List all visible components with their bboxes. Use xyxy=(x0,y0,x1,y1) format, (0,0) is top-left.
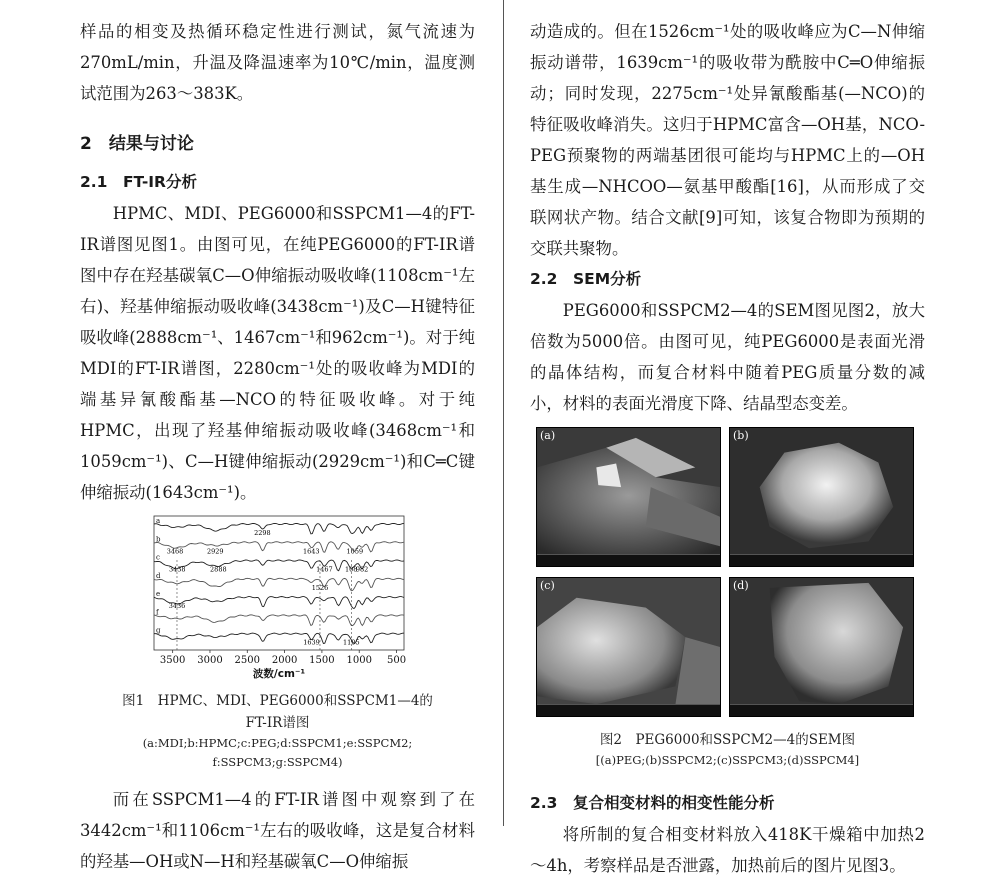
right-column xyxy=(530,16,925,881)
ftir-paragraph: HPMC、MDI、PEG6000和SSPCM1—4的FT-IR谱图见图1。由图可见，在纯PEG6000的FT-IR谱图中存在羟基碳氧C—O伸缩振动吸收峰(1108cm⁻¹左右)、羟基伸缩振动吸收峰(3438cm⁻¹)及C—H键特征吸收峰(2888cm⁻¹、1467cm⁻¹和962cm⁻¹)。对于纯MDI的FT-IR谱图，2280cm⁻¹处的吸收峰为MDI的端基异氰酸酯基—NCO的特征吸收峰。对于纯HPMC，出现了羟基伸缩振动吸收峰(3468cm⁻¹和1059cm⁻¹)、C—H键伸缩振动(2929cm⁻¹)和C═C键伸缩振动(1643cm⁻¹)。 xyxy=(80,204,475,502)
peak-annotation: 1105 xyxy=(343,638,360,647)
sem-label-b: (b) xyxy=(733,429,749,442)
peak-annotation: 3468 xyxy=(166,547,184,556)
peak-annotation: 2888 xyxy=(210,565,227,574)
peak-annotation: 108 xyxy=(344,565,358,574)
intro-paragraph: 样品的相变及热循环稳定性进行测试，氮气流速为270mL/min，升温及降温速率为10℃/min，温度测试范围为263～383K。 xyxy=(80,22,475,103)
peak-annotation: 3438 xyxy=(169,565,186,574)
peak-annotation: 3436 xyxy=(168,602,186,611)
peak-annotation: 1526 xyxy=(311,583,329,592)
sem-image-a xyxy=(536,427,721,567)
x-tick-label: 1000 xyxy=(346,655,372,666)
peak-annotation: 1643 xyxy=(302,547,320,556)
sem-image-b xyxy=(729,427,914,567)
section-2-heading: 2 结果与讨论 xyxy=(80,134,194,154)
x-tick-label: 500 xyxy=(386,655,407,666)
sem-info-bar xyxy=(537,704,720,716)
continued-paragraph: 动造成的。但在1526cm⁻¹处的吸收峰应为C—N伸缩振动谱带，1639cm⁻¹的吸收带为酰胺中C═O伸缩振动；同时发现，2275cm⁻¹处异氰酸酯基(—NCO)的特征吸收峰消失。这归于HPMC富含—OH基，NCO-PEG预聚物的两端基团很可能均与HPMC上的—OH基生成—NHCOO—氨基甲酸酯[16]，从而形成了交联网状产物。结合文献[9]可知，该复合物即为预期的交联共聚物。 xyxy=(530,22,925,258)
spectrum-line-e xyxy=(154,597,404,609)
sem-info-bar xyxy=(730,704,913,716)
sem-info-bar xyxy=(730,554,913,566)
ftir-chart xyxy=(146,512,408,684)
x-tick-label: 1500 xyxy=(309,655,335,666)
peak-annotation: 2929 xyxy=(206,547,224,556)
series-label-b: b xyxy=(156,535,161,544)
series-label-d: d xyxy=(156,571,161,580)
sem-label-c: (c) xyxy=(540,579,555,592)
column-divider xyxy=(503,0,504,826)
series-label-e: e xyxy=(156,590,161,599)
spectrum-line-g xyxy=(154,633,404,644)
peak-annotation: 2298 xyxy=(254,529,271,537)
left-column xyxy=(80,16,475,877)
peak-annotation: 1639 xyxy=(303,638,320,647)
spectrum-line-a xyxy=(154,523,404,534)
figure-1-legend: (a:MDI;b:HPMC;c:PEG;d:SSPCM1;e:SSPCM2; xyxy=(142,736,413,750)
peak-annotation: 1059 xyxy=(346,547,364,556)
sem-image-d xyxy=(729,577,914,717)
sem-paragraph: PEG6000和SSPCM2—4的SEM图见图2，放大倍数为5000倍。由图可见，纯PEG6000是表面光滑的晶体结构，而复合材料中随着PEG质量分数的减小，材料的表面光滑度下降、结晶型态变差。 xyxy=(530,301,925,413)
plot-frame xyxy=(154,516,404,650)
figure-1-caption: 图1 HPMC、MDI、PEG6000和SSPCM1—4的 xyxy=(122,693,433,709)
sem-info-bar xyxy=(537,554,720,566)
series-label-f: f xyxy=(156,608,159,617)
figure-1-legend-line2: f:SSPCM3;g:SSPCM4) xyxy=(212,755,343,769)
series-label-g: g xyxy=(156,626,161,635)
figure-1 xyxy=(80,512,475,772)
peak-annotation: 1467 xyxy=(316,565,333,574)
figure-2-caption: 图2 PEG6000和SSPCM2—4的SEM图 xyxy=(599,732,856,748)
figure-1-caption-line2: FT-IR谱图 xyxy=(245,715,310,731)
figure-2-legend: [(a)PEG;(b)SSPCM2;(c)SSPCM3;(d)SSPCM4] xyxy=(595,753,860,767)
sspcm-paragraph: 而在SSPCM1—4的FT-IR谱图中观察到了在3442cm⁻¹和1106cm⁻¹左右的吸收峰，这是复合材料的羟基—OH或N—H和羟基碳氧C—O伸缩振 xyxy=(80,790,475,871)
phase-change-paragraph: 将所制的复合相变材料放入418K干燥箱中加热2～4h，考察样品是否泄露，加热前后的图片见图3。 xyxy=(530,825,925,875)
sem-label-d: (d) xyxy=(733,579,749,592)
x-tick-label: 2500 xyxy=(234,655,261,666)
spectrum-line-d xyxy=(154,578,404,591)
x-tick-label: 3500 xyxy=(159,655,186,666)
section-2-1-heading: 2.1 FT-IR分析 xyxy=(80,173,197,191)
x-tick-label: 3000 xyxy=(197,655,223,666)
section-2-2-heading: 2.2 SEM分析 xyxy=(530,270,642,288)
ftir-chart-svg xyxy=(146,512,408,684)
spectrum-line-b xyxy=(154,542,404,556)
spectrum-line-f xyxy=(154,615,404,626)
series-label-c: c xyxy=(156,553,160,562)
peak-annotation: 982 xyxy=(355,565,369,574)
sem-image-grid xyxy=(536,427,916,721)
x-axis-label: 波数/cm⁻¹ xyxy=(252,668,306,680)
figure-2 xyxy=(530,427,925,770)
sem-image-c xyxy=(536,577,721,717)
x-tick-label: 2000 xyxy=(271,655,298,666)
sem-label-a: (a) xyxy=(540,429,556,442)
series-label-a: a xyxy=(156,517,161,525)
section-2-3-heading: 2.3 复合相变材料的相变性能分析 xyxy=(530,794,775,812)
